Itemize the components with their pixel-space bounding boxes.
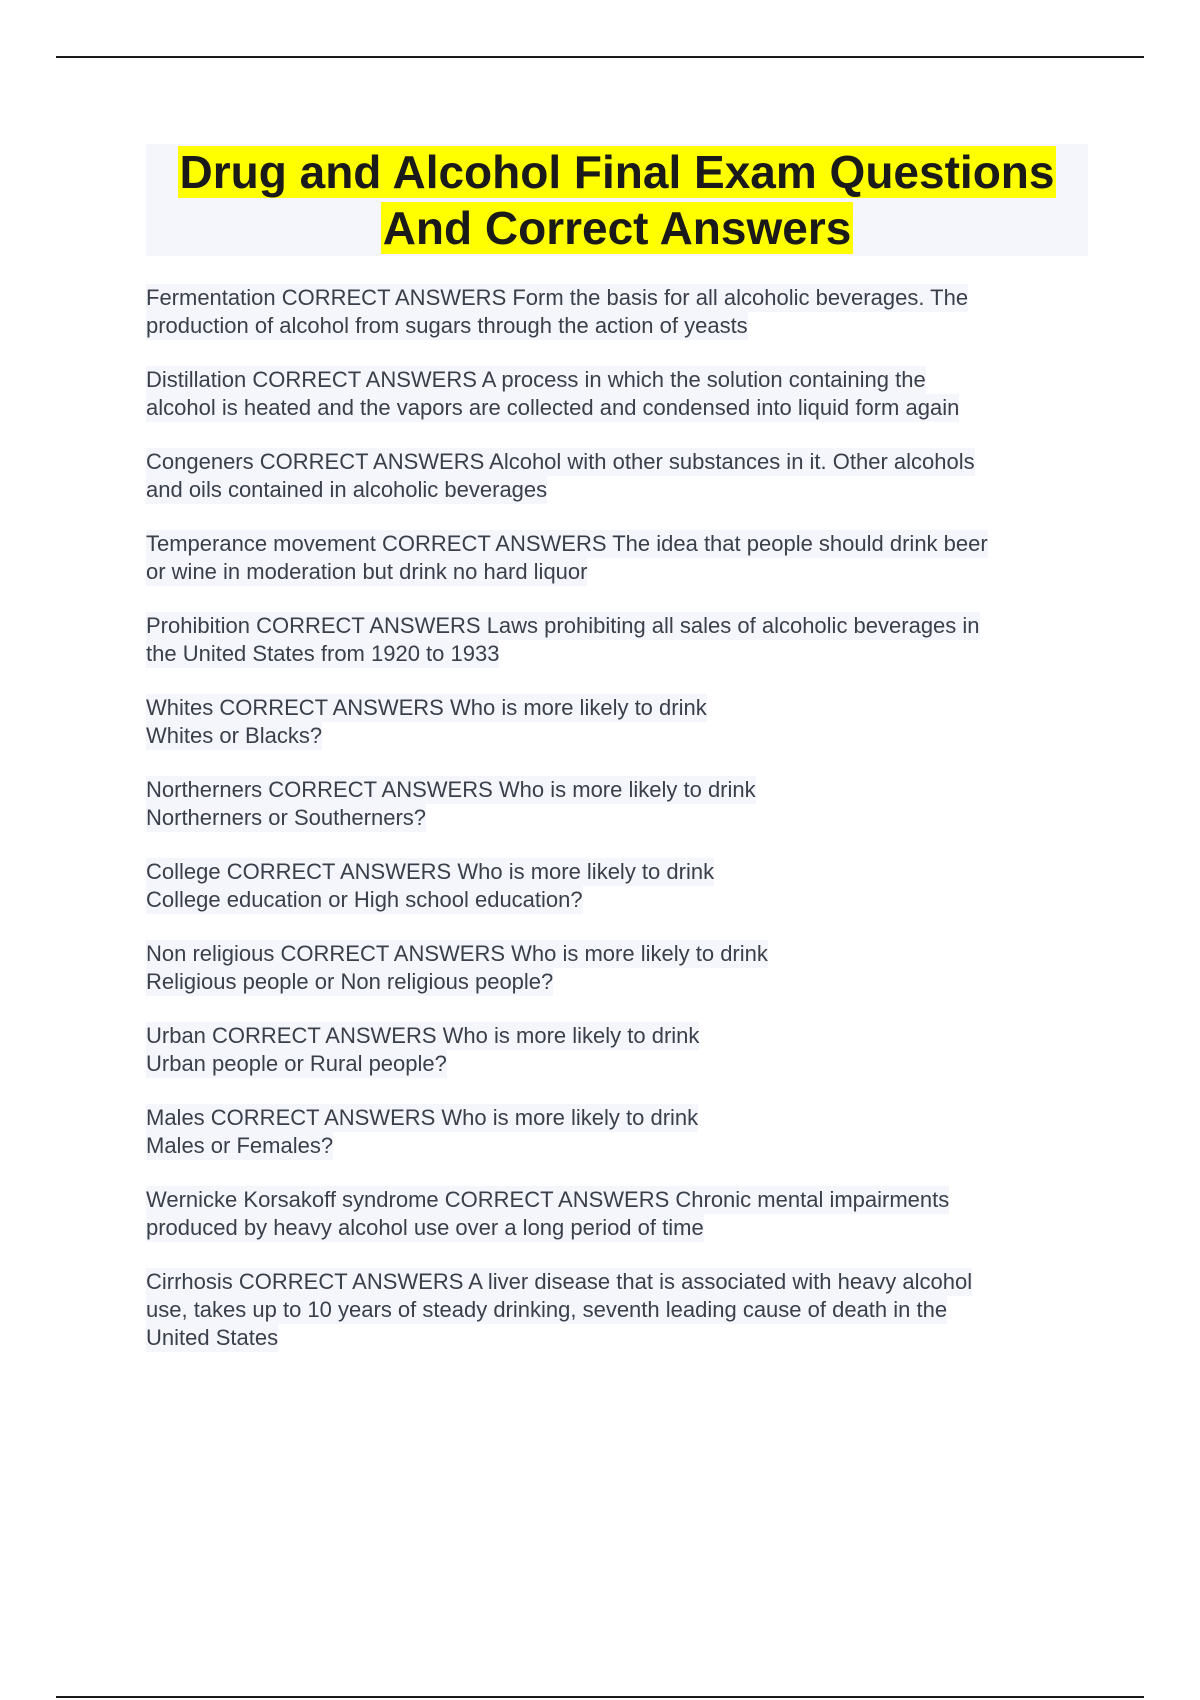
qa-entry-line: Temperance movement CORRECT ANSWERS The idea that people should drink beer — [146, 531, 988, 556]
qa-entry-line: Males or Females? — [146, 1133, 334, 1158]
qa-entry — [146, 694, 1088, 750]
top-rule — [56, 56, 1144, 58]
title-line-1: Drug and Alcohol Final Exam Questions — [179, 146, 1055, 198]
qa-entry-line: Prohibition CORRECT ANSWERS Laws prohibiting all sales of alcoholic beverages in — [146, 613, 980, 638]
qa-entry-line: Whites or Blacks? — [146, 723, 323, 748]
qa-entry — [146, 612, 1088, 668]
qa-entry-line: College education or High school education? — [146, 887, 583, 912]
qa-entry-line: the United States from 1920 to 1933 — [146, 641, 500, 666]
qa-entry-line: Distillation CORRECT ANSWERS A process in which the solution containing the — [146, 367, 926, 392]
qa-entry — [146, 366, 1088, 422]
qa-entry — [146, 1104, 1088, 1160]
qa-entry-line: Whites CORRECT ANSWERS Who is more likely to drink — [146, 695, 707, 720]
qa-entry-line: alcohol is heated and the vapors are collected and condensed into liquid form again — [146, 395, 960, 420]
document-title — [146, 144, 1088, 256]
qa-entry — [146, 448, 1088, 504]
qa-entry-line: Cirrhosis CORRECT ANSWERS A liver disease that is associated with heavy alcohol — [146, 1269, 973, 1294]
qa-entry — [146, 1186, 1088, 1242]
qa-entry — [146, 776, 1088, 832]
qa-entry — [146, 1022, 1088, 1078]
qa-list — [146, 284, 1088, 1378]
qa-entry-line: Urban people or Rural people? — [146, 1051, 447, 1076]
qa-entry-line: Non religious CORRECT ANSWERS Who is more likely to drink — [146, 941, 768, 966]
qa-entry-line: United States — [146, 1325, 279, 1350]
qa-entry — [146, 284, 1088, 340]
qa-entry — [146, 1268, 1088, 1352]
qa-entry-line: production of alcohol from sugars through the action of yeasts — [146, 313, 748, 338]
qa-entry-line: use, takes up to 10 years of steady drinking, seventh leading cause of death in the — [146, 1297, 948, 1322]
qa-entry-line: Wernicke Korsakoff syndrome CORRECT ANSWERS Chronic mental impairments — [146, 1187, 950, 1212]
qa-entry — [146, 530, 1088, 586]
qa-entry-line: Northerners CORRECT ANSWERS Who is more likely to drink — [146, 777, 756, 802]
qa-entry — [146, 940, 1088, 996]
qa-entry-line: Congeners CORRECT ANSWERS Alcohol with other substances in it. Other alcohols — [146, 449, 975, 474]
qa-entry-line: Religious people or Non religious people? — [146, 969, 554, 994]
bottom-rule — [56, 1696, 1144, 1698]
qa-entry-line: Urban CORRECT ANSWERS Who is more likely to drink — [146, 1023, 700, 1048]
qa-entry — [146, 858, 1088, 914]
qa-entry-line: produced by heavy alcohol use over a long period of time — [146, 1215, 704, 1240]
qa-entry-line: Males CORRECT ANSWERS Who is more likely to drink — [146, 1105, 699, 1130]
qa-entry-line: College CORRECT ANSWERS Who is more likely to drink — [146, 859, 715, 884]
qa-entry-line: or wine in moderation but drink no hard liquor — [146, 559, 588, 584]
qa-entry-line: and oils contained in alcoholic beverages — [146, 477, 548, 502]
qa-entry-line: Fermentation CORRECT ANSWERS Form the basis for all alcoholic beverages. The — [146, 285, 969, 310]
title-line-2: And Correct Answers — [382, 202, 852, 254]
qa-entry-line: Northerners or Southerners? — [146, 805, 427, 830]
